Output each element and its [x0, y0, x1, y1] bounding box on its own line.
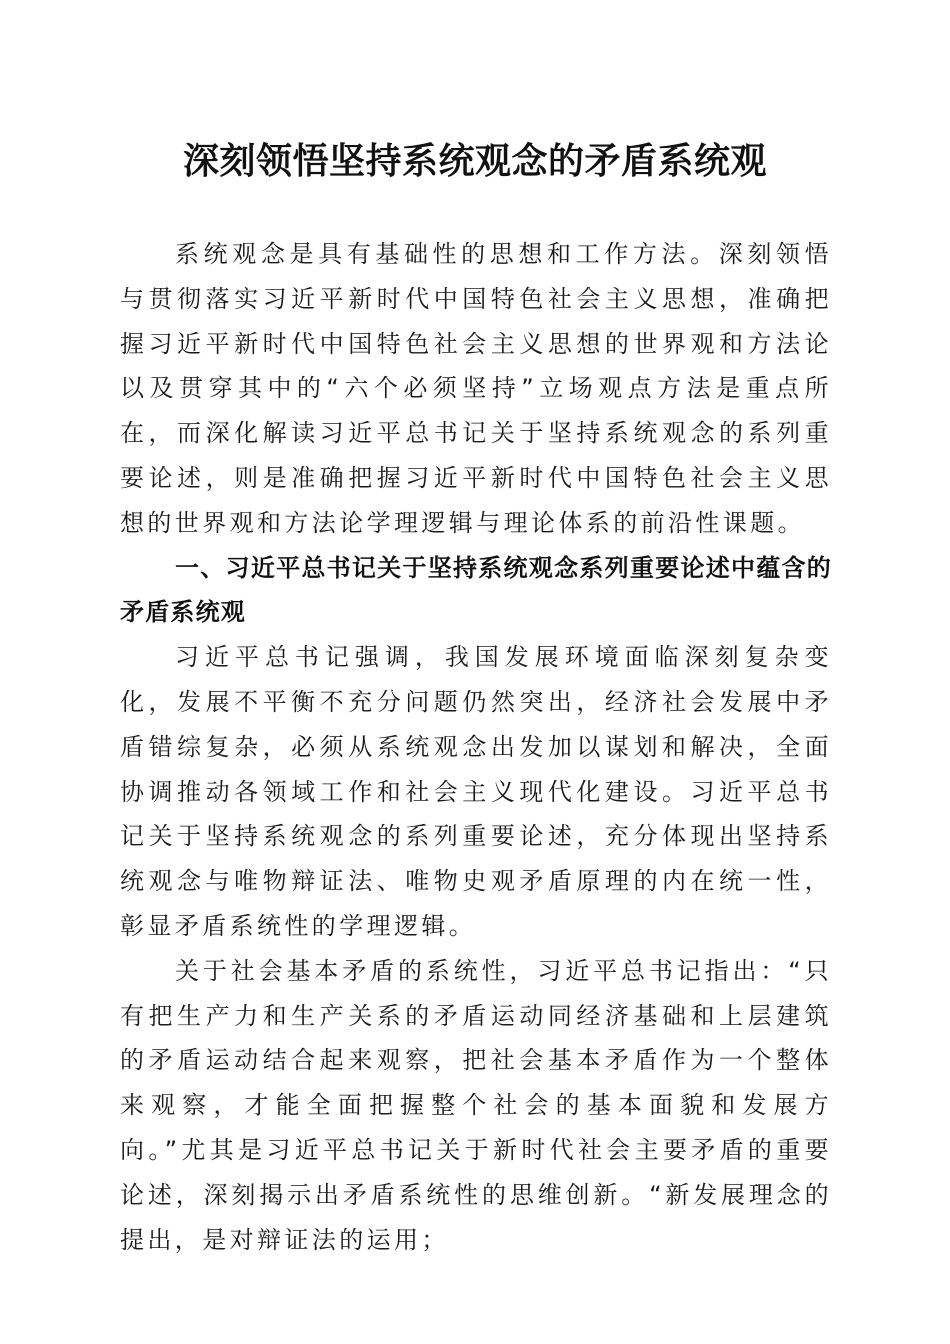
- document-body: [120, 232, 832, 1262]
- intro-paragraph: 系统观念是具有基础性的思想和工作方法。深刻领悟与贯彻落实习近平新时代中国特色社会主义思想，准确把握习近平新时代中国特色社会主义思想的世界观和方法论以及贯穿其中的“六个必须坚持”立场观点方法是重点所在，而深化解读习近平总书记关于坚持系统观念的系列重要论述，则是准确把握习近平新时代中国特色社会主义思想的世界观和方法论学理逻辑与理论体系的前沿性课题。: [120, 240, 832, 537]
- body-paragraph: 习近平总书记强调，我国发展环境面临深刻复杂变化，发展不平衡不充分问题仍然突出，经济社会发展中矛盾错综复杂，必须从系统观念出发加以谋划和解决，全面协调推动各领域工作和社会主义现代化建设。习近平总书记关于坚持系统观念的系列重要论述，充分体现出坚持系统观念与唯物辩证法、唯物史观矛盾原理的内在统一性，彰显矛盾系统性的学理逻辑。: [120, 643, 832, 940]
- document-title: 深刻领悟坚持系统观念的矛盾系统观: [182, 140, 767, 182]
- section-heading: 一、习近平总书记关于坚持系统观念系列重要论述中蕴含的矛盾系统观: [120, 553, 832, 627]
- body-paragraph: 关于社会基本矛盾的系统性，习近平总书记指出：“只有把生产力和生产关系的矛盾运动同经济基础和上层建筑的矛盾运动结合起来观察，把社会基本矛盾作为一个整体来观察，才能全面把握整个社会的基本面貌和发展方向。”尤其是习近平总书记关于新时代社会主要矛盾的重要论述，深刻揭示出矛盾系统性的思维创新。“新发展理念的提出，是对辩证法的运用；: [120, 956, 832, 1254]
